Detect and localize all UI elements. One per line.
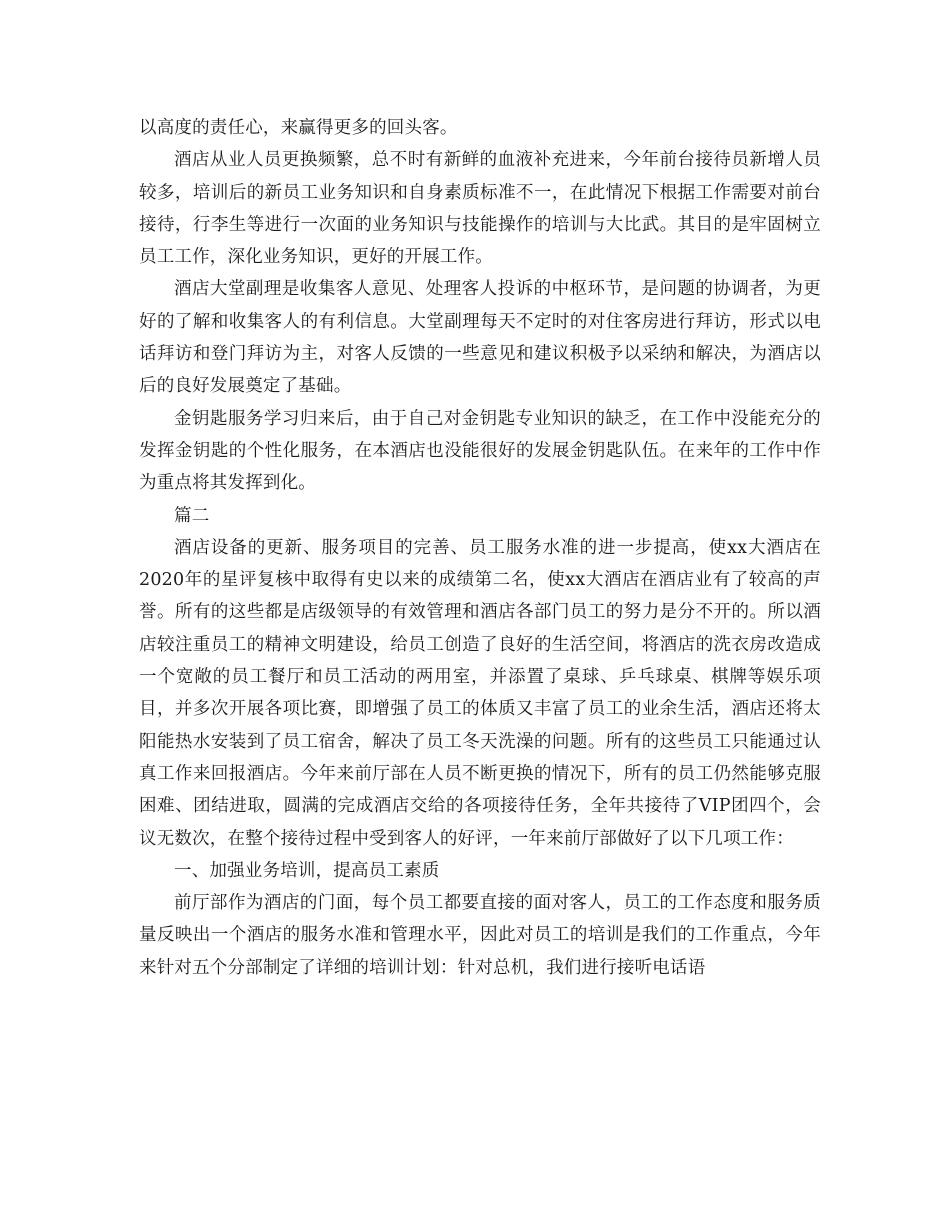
paragraph-hotel-improvements: 酒店设备的更新、服务项目的完善、员工服务水准的进一步提高，使xx大酒店在2020年的星评复核中取得有史以来的成绩第二名，使xx大酒店在酒店业有了较高的声誉。所有的这些都是店级领导的有效管理和酒店各部门员工的努力是分不开的。所以酒店较注重员工的精神文明建设，给员工创造了良好的生活空间，将酒店的洗衣房改造成一个宽敞的员工餐厅和员工活动的两用室，并添置了桌球、乒乓球桌、棋牌等娱乐项目，并多次开展各项比赛，即增强了员工的体质又丰富了员工的业余生活，酒店还将太阳能热水安装到了员工宿舍，解决了员工冬天洗澡的问题。所有的这些员工只能通过认真工作来回报酒店。今年来前厅部在人员不断更换的情况下，所有的员工仍然能够克服困难、团结进取，圆满的完成酒店交给的各项接待任务，全年共接待了VIP团四个，会议无数次，在整个接待过程中受到客人的好评，一年来前厅部做好了以下几项工作： <box>139 537 821 849</box>
paragraph-staff-turnover: 酒店从业人员更换频繁，总不时有新鲜的血液补充进来，今年前台接待员新增人员较多，培训后的新员工业务知识和自身素质标准不一，在此情况下根据工作需要对前台接待，行李生等进行一次面的业务知识与技能操作的培训与大比武。其目的是牢固树立员工工作，深化业务知识，更好的开展工作。 <box>139 150 821 268</box>
section-heading-part-two: 篇二 <box>174 505 210 526</box>
paragraph-lobby-manager: 酒店大堂副理是收集客人意见、处理客人投诉的中枢环节，是问题的协调者，为更好的了解和收集客人的有利信息。大堂副理每天不定时的对住客房进行拜访，形式以电话拜访和登门拜访为主，对客人反馈的一些意见和建议积极予以采纳和解决，为酒店以后的良好发展奠定了基础。 <box>139 279 821 397</box>
document-body <box>139 112 821 984</box>
paragraph-golden-key: 金钥匙服务学习归来后，由于自己对金钥匙专业知识的缺乏，在工作中没能充分的发挥金钥匙的个性化服务，在本酒店也没能很好的发展金钥匙队伍。在来年的工作中作为重点将其发挥到化。 <box>139 408 821 494</box>
subheading-training: 一、加强业务培训，提高员工素质 <box>174 860 440 881</box>
paragraph-continuation: 以高度的责任心，来赢得更多的回头客。 <box>139 118 458 138</box>
paragraph-front-office: 前厅部作为酒店的门面，每个员工都要直接的面对客人，员工的工作态度和服务质量反映出一个酒店的服务水准和管理水平，因此对员工的培训是我们的工作重点，今年来针对五个分部制定了详细的培训计划：针对总机，我们进行接听电话语 <box>139 893 821 978</box>
